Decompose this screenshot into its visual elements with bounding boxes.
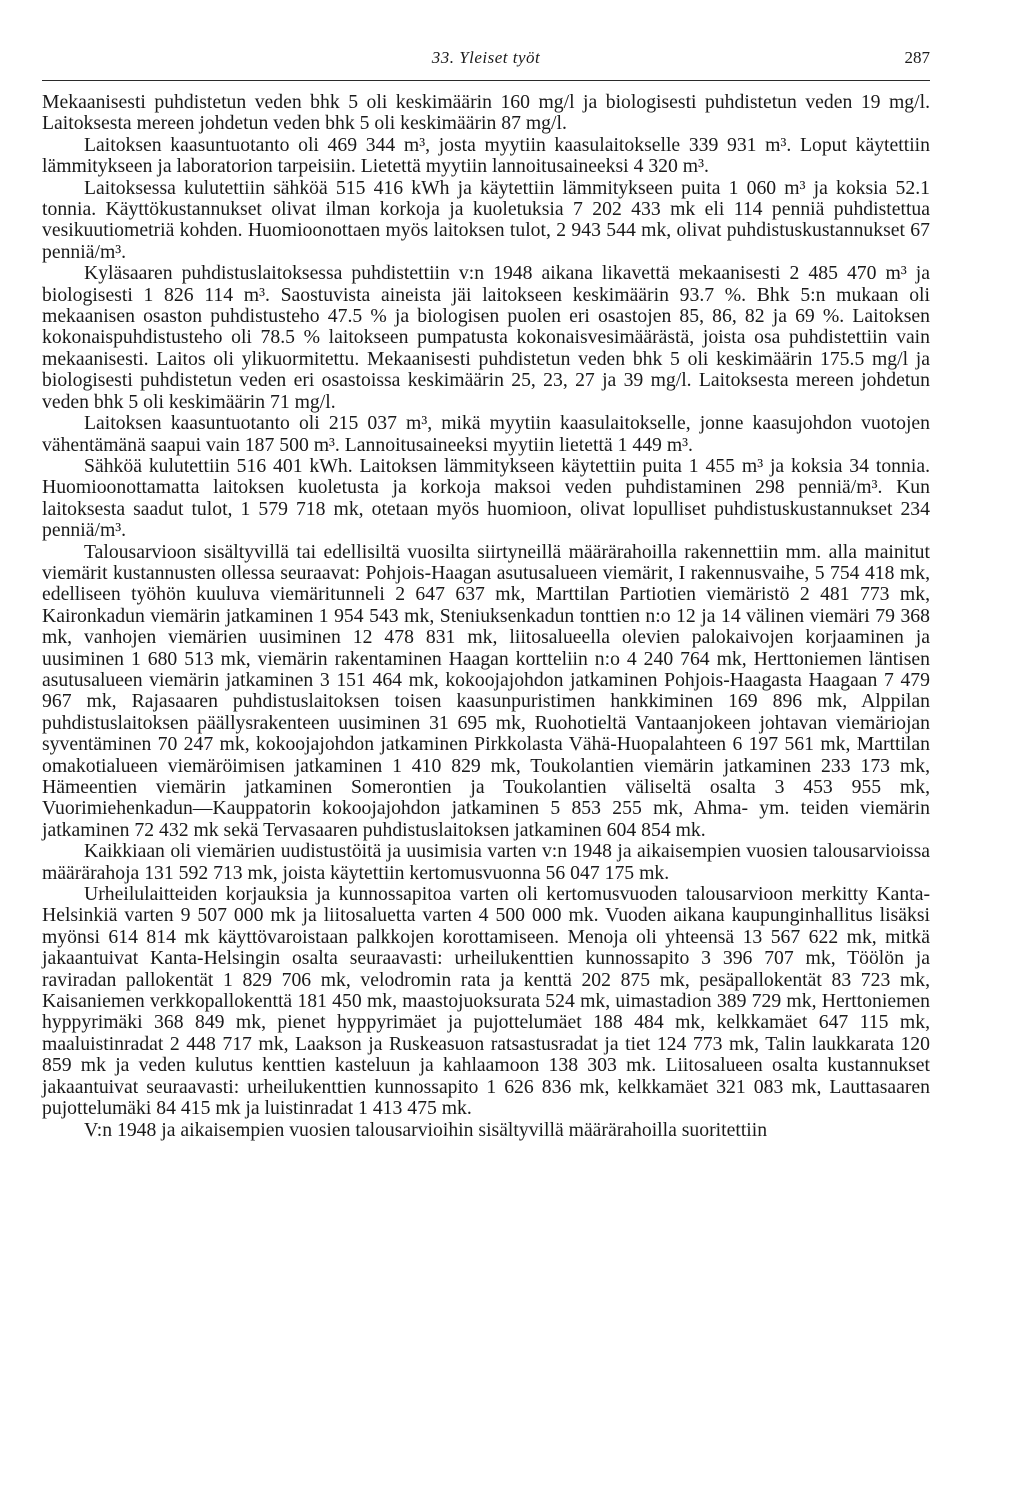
- page-header: [42, 48, 930, 76]
- page-number: 287: [904, 48, 930, 67]
- body-text: [42, 92, 930, 1141]
- paragraph: Kaikkiaan oli viemärien uudistustöitä ja uusimisia varten v:n 1948 ja aikaisempien vuosien talousarvioissa määrärahoja 131 592 713 mk, joista käytettiin kertomusvuonna 56 047 175 mk.: [42, 840, 930, 884]
- paragraph: V:n 1948 ja aikaisempien vuosien talousarvioihin sisältyvillä määrärahoilla suoritettiin: [84, 1118, 768, 1141]
- paragraph: Talousarvioon sisältyvillä tai edellisiltä vuosilta siirtyneillä määrärahoilla rakennettiin mm. alla mainitut viemärit kustannusten ollessa seuraavat: Pohjois-Haagan asutusalueen viemärit, I rakennusvaihe, 5 754 418 mk, edelliseen työhön kuuluva viemäritunneli 2 647 637 mk, Marttilan Partiotien viemäristö 2 481 773 mk, Kaironkadun viemärin jatkaminen 1 954 543 mk, Steniuksenkadun tonttien n:o 12 ja 14 välinen viemäri 79 368 mk, vanhojen viemärien uusiminen 12 478 831 mk, liitosalueella olevien palokaivojen korjaaminen ja uusiminen 1 680 513 mk, viemärin rakentaminen Haagan kortteliin n:o 4 240 764 mk, Herttoniemen läntisen asutusalueen viemärin jatkaminen 3 151 464 mk, kokoojajohdon jatkaminen Pohjois-Haagasta Haagaan 7 479 967 mk, Rajasaaren puhdistuslaitoksen toisen kaasunpuristimen hankkiminen 169 896 mk, Alppilan puhdistuslaitoksen päällysrakenteen uusiminen 31 695 mk, Ruohotieltä Vantaanjokeen johtavan viemäriojan syventäminen 70 247 mk, kokoojajohdon jatkaminen Pirkkolasta Vähä-Huopalahteen 6 197 561 mk, Marttilan omakotialueen viemäröimisen jatkaminen 1 410 829 mk, Toukolantien viemärin jatkaminen 233 173 mk, Hämeentien viemärin jatkaminen Somerontien ja Toukolantien väliseltä osalta 3 453 955 mk, Vuorimiehenkadun—Kauppatorin kokoojajohdon jatkaminen 5 853 255 mk, Ahma- ym. teiden viemärin jatkaminen 72 432 mk sekä Tervasaaren puhdistuslaitoksen jatkaminen 604 854 mk.: [42, 540, 930, 841]
- paragraph: Laitoksen kaasuntuotanto oli 215 037 m³, mikä myytiin kaasulaitokselle, jonne kaasujohdon vuotojen vähentämänä saapui vain 187 500 m³. Lannoitusaineeksi myytiin lietettä 1 449 m³.: [42, 412, 930, 456]
- paragraph: Kyläsaaren puhdistuslaitoksessa puhdistettiin v:n 1948 aikana likavettä mekaanisesti 2 485 470 m³ ja biologisesti 1 826 114 m³. Saostuvista aineista jäi laitokseen keskimäärin 93.7 %. Bhk 5:n mukaan oli mekaanisen osaston puhdistusteho 47.5 % ja biologisen puolen eri osastojen 85, 86, 82 ja 69 %. Laitoksen kokonaispuhdistusteho oli 78.5 % laitokseen pumpatusta kokonaisvesimäärästä, joista osa puhdistettiin vain mekaanisesti. Laitos oli ylikuormitettu. Mekaanisesti puhdistetun veden bhk 5 oli keskimäärin 175.5 mg/l ja biologisesti puhdistetun veden eri osastoissa keskimäärin 25, 23, 27 ja 39 mg/l. Laitoksesta mereen johdetun veden bhk 5 oli keskimäärin 71 mg/l.: [42, 262, 930, 413]
- paragraph: Mekaanisesti puhdistetun veden bhk 5 oli keskimäärin 160 mg/l ja biologisesti puhdistetun veden 19 mg/l. Laitoksesta mereen johdetun veden bhk 5 oli keskimäärin 87 mg/l.: [42, 91, 930, 135]
- paragraph: Sähköä kulutettiin 516 401 kWh. Laitoksen lämmitykseen käytettiin puita 1 455 m³ ja koksia 34 tonnia. Huomioonottamatta laitoksen kuoletusta ja korkoja maksoi veden puhdistaminen 298 penniä/m³. Kun laitoksesta saadut tulot, 1 579 718 mk, otetaan myös huomioon, olivat lopulliset puhdistuskustannukset 234 penniä/m³.: [42, 454, 930, 542]
- paragraph: Laitoksen kaasuntuotanto oli 469 344 m³, josta myytiin kaasulaitokselle 339 931 m³. Loput käytettiin lämmitykseen ja laboratorion tarpeisiin. Lietettä myytiin lannoitusaineeksi 4 320 m³.: [42, 133, 930, 178]
- header-rule: [42, 80, 930, 81]
- paragraph: Laitoksessa kulutettiin sähköä 515 416 kWh ja käytettiin lämmitykseen puita 1 060 m³ ja koksia 52.1 tonnia. Käyttökustannukset olivat ilman korkoja ja kuoletuksia 7 202 433 mk eli 114 penniä puhdistettua vesikuutiometriä kohden. Huomioonottaen myös laitoksen tulot, 2 943 544 mk, olivat puhdistuskustannukset 67 penniä/m³.: [42, 176, 930, 263]
- paragraph: Urheilulaitteiden korjauksia ja kunnossapitoa varten oli kertomusvuoden talousarvioon merkitty Kanta-Helsinkiä varten 9 507 000 mk ja liitosaluetta varten 4 500 000 mk. Vuoden aikana kaupunginhallitus lisäksi myönsi 614 814 mk käyttövaroistaan palkkojen korottamiseen. Menoja oli yhteensä 13 567 622 mk, mitkä jakaantuivat Kanta-Helsingin osalta seuraavasti: urheilukenttien kunnossapito 3 396 707 mk, Töölön ja raviradan pallokentät 1 829 706 mk, velodromin rata ja kenttä 202 875 mk, pesäpallokentät 83 723 mk, Kaisaniemen verkkopallokenttä 181 450 mk, maastojuoksurata 524 mk, uimastadion 389 729 mk, Herttoniemen hyppyrimäki 368 849 mk, pienet hyppyrimäet ja pujottelumäet 188 484 mk, kelkkamäet 647 115 mk, maaluistinradat 2 448 717 mk, Laakson ja Ruskeasuon ratsastusradat ja tiet 124 773 mk, Talin laukkarata 120 859 mk ja veden kulutus kenttien kasteluun ja kahlaamoon 138 303 mk. Liitosalueen osalta kustannukset jakaantuivat seuraavasti: urheilukenttien kunnossapito 1 626 836 mk, kelkkamäet 321 083 mk, Lauttasaaren pujottelumäki 84 415 mk ja luistinradat 1 413 475 mk.: [42, 883, 930, 1120]
- running-title: 33. Yleiset työt: [431, 48, 541, 67]
